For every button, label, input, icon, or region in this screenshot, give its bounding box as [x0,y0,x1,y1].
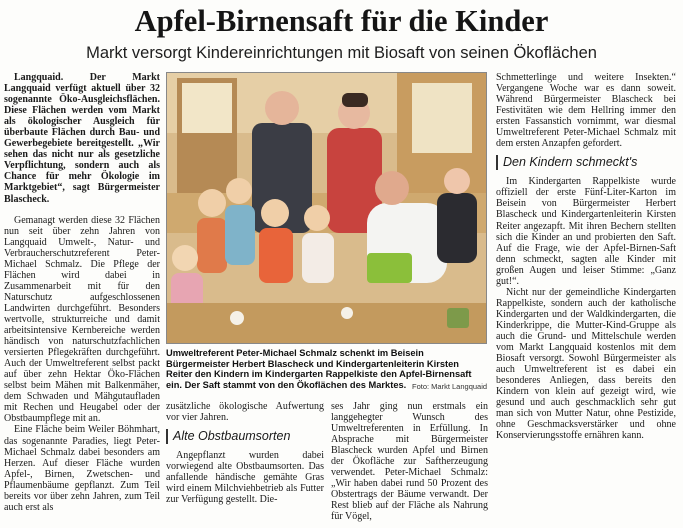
body-paragraph: Angepflanzt wurden dabei vorwiegend alte Obstbaumsorten. Das anfallende händische gemähte Gras wird einem Milchviehbetrieb als Futter zur Verfügung gestellt. Die- [166,450,324,506]
photo-caption: Umweltreferent Peter-Michael Schmalz schenkt im Beisein Bürgermeister Herbert Blascheck und Kindergartenleiterin Kirsten Reiter den Kindern im Kindergarten Rappelkiste den Apfel-Birnensaft ein. Der Saft stammt von den Ökoflächen des Marktes. [166,348,472,390]
right-column [496,72,676,441]
middle-column-2 [331,401,488,523]
section-heading: Den Kindern schmeckt's [496,155,676,170]
photo-credit: Foto: Markt Langquaid [412,382,488,391]
body-paragraph: Eine Fläche beim Weiler Böhmhart, das sogenannte Paradies, liegt Peter-Michael Schmalz dabei besonders am Herzen. Auf dieser Fläche wurden Apfel-, Birnen, Zwetschen- und Pflaumenbäume gepflanzt. Zum Teil bereits vor über zehn Jahren, zum Teil auch erst als [4,424,160,513]
section-heading: Alte Obstbaumsorten [166,429,324,444]
body-paragraph: ses Jahr ging nun erstmals ein langgehegter Wunsch des Umweltreferenten in Erfüllung. In Absprache mit Bürgermeister Blascheck wurden Apfel und Birnen der Ökofläche zur Saftherzeugung verwendet. Peter-Michael Schmalz: „Wir haben dabei rund 50 Prozent des Obstertrags der Bäume verwandt. Der Rest blieb auf der Fläche als Nahrung für Vögel, [331,401,488,523]
article-photo [166,72,487,344]
lead-paragraph: Langquaid. Der Markt Langquaid verfügt aktuell über 32 sogenannte Öko-Ausgleichsflächen. Diese Flächen werden vom Markt als ökologischer Ausgleich für überbaute Flächen durch Bau- und Gewerbegebiete bereitgestellt. „Wir sehen das nicht nur als gesetzliche Verpflichtung, sondern auch als Chance für mehr Ökologie im Marktgebiet“, sagt Bürgermeister Blascheck. [4,72,160,205]
middle-column [166,401,324,505]
subheadline: Markt versorgt Kindereinrichtungen mit Biosaft von seinen Ökoflächen [86,44,597,62]
body-paragraph: Nicht nur der gemeindliche Kindergarten Rappelkiste, sondern auch der katholische Kindergarten und der Waldkindergarten, die Kinderkrippe, die Mutter-Kind-Gruppe als auch die Grund- und Mittelschule werden vom Markt Langquaid kostenlos mit dem Biosaft versorgt. Sowohl Bürgermeister als auch Umweltreferent ist es dabei ein besonderes Anliegen, dass bereits den Kindern von klein auf gezeigt wird, wie gesund und auch geschmacklich sehr gut man sich von Mutter Natur, ohne Pestizide, ohne Geschmacksverstärker und ohne Konservierungsstoffe ernähren kann. [496,286,676,442]
photo-illustration [167,73,487,344]
body-paragraph: zusätzliche ökologische Aufwertung vor vier Jahren. [166,401,324,424]
headline: Apfel-Birnensaft für die Kinder [134,4,549,38]
left-column [4,72,160,513]
body-paragraph: Schmetterlinge und weitere Insekten.“ Vergangene Woche war es dann soweit. Während Bürgermeister Blascheck bei Festivitäten wie dem Hellring immer den ersten Fassanstich vornimmt, war diesmal Umweltreferent Peter-Michael Schmalz mit dem ersten Anzapfen gefordert. [496,72,676,150]
body-paragraph: Im Kindergarten Rappelkiste wurde offiziell der erste Fünf-Liter-Karton im Beisein von Bürgermeister Herbert Blascheck und Kindergartenleiterin Kirsten Reiter angezapft. Mit ihren Bechern stellten sich die Kinder an und probierten den Saft. Auf die Frage, wie der Apfel-Birnen-Saft denn schmeckt, sagten alle Kinder mit großen Augen und leiser Stimme: „Ganz gut!“. [496,176,676,287]
body-paragraph: Gemanagt werden diese 32 Flächen nun seit über zehn Jahren von Langquaid Umwelt-, Natur- und Verbraucherschutzreferent Peter-Michael Schmalz. Die Pflege der Flächen wird dabei in Zusammenarbeit mit für den Naturschutz aufgeschlossenen Landwirten durchgeführt. Besonders wertvolle, strukturreiche und damit arbeitsintensive Kernbereiche werden händisch von naturschutzfachlichen versierten Pflegekräften durchgeführt. Auch der Umweltreferent selbst packt auf über zehn Hektar Öko-Flächen selbst beim Mähen mit Balkenmäher, dem Schwaden und Mähgutaufladen mit Rechen und Heugabel oder der Obstbaumpflege mit an. [4,214,160,425]
